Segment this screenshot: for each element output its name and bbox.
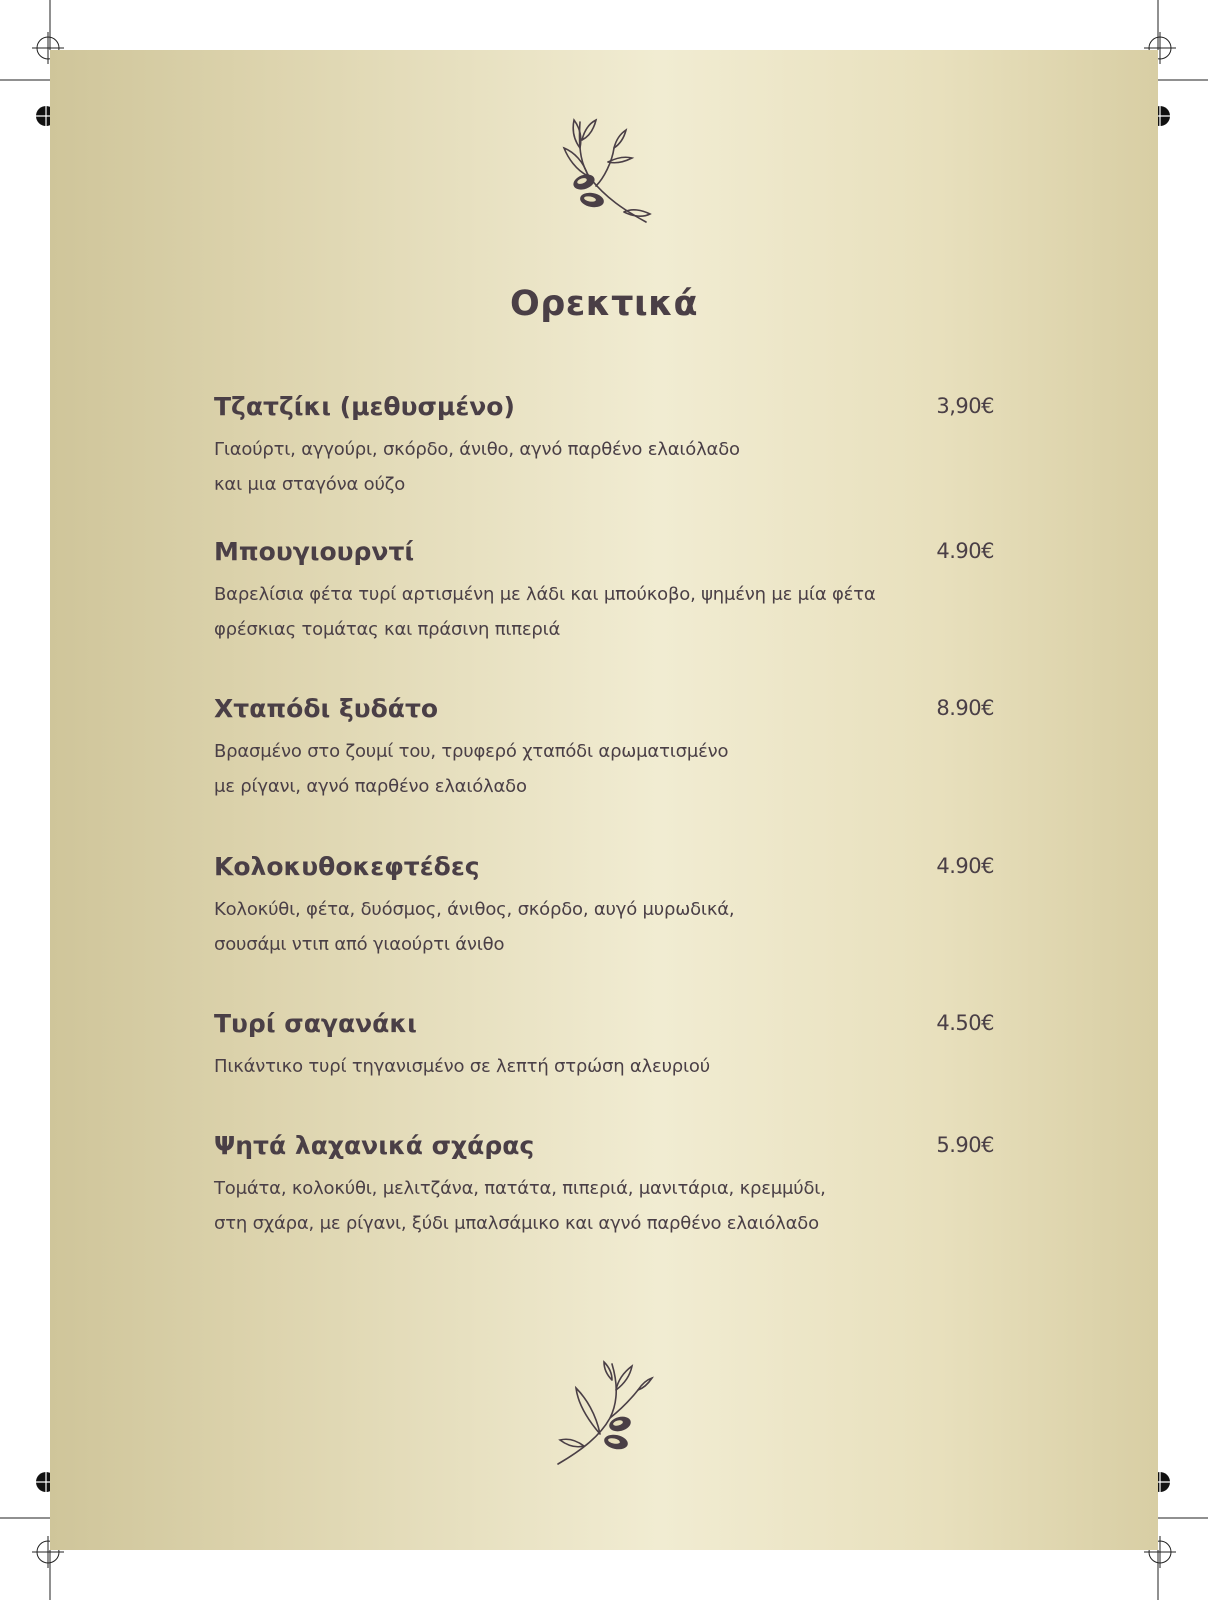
menu-item	[214, 537, 994, 647]
menu-item-price: 4.90€	[936, 539, 994, 563]
menu-item	[214, 392, 994, 502]
menu-item-name: Χταπόδι ξυδάτο	[214, 694, 439, 723]
menu-item-name: Τυρί σαγανάκι	[214, 1009, 417, 1038]
menu-item	[214, 1131, 994, 1241]
menu-item-price: 5.90€	[936, 1133, 994, 1157]
description-line: φρέσκιας τομάτας και πράσινη πιπεριά	[214, 619, 561, 640]
menu-item-description	[214, 577, 994, 647]
description-line: Γιαούρτι, αγγούρι, σκόρδο, άνιθο, αγνό παρθένο ελαιόλαδο	[214, 439, 740, 460]
description-line: με ρίγανι, αγνό παρθένο ελαιόλαδο	[214, 776, 527, 797]
description-line: Βαρελίσια φέτα τυρί αρτισμένη με λάδι και μπούκοβο, ψημένη με μία φέτα	[214, 584, 876, 605]
menu-item-name: Μπουγιουρντί	[214, 537, 415, 566]
menu-item	[214, 852, 994, 962]
menu-item-description	[214, 734, 994, 804]
description-line: στη σχάρα, με ρίγανι, ξύδι μπαλσάμικο και αγνό παρθένο ελαιόλαδο	[214, 1213, 819, 1234]
olive-branch-icon	[554, 1360, 654, 1470]
description-line: Κολοκύθι, φέτα, δυόσμος, άνιθος, σκόρδο, αυγό μυρωδικά,	[214, 899, 735, 920]
menu-item-price: 4.90€	[936, 854, 994, 878]
menu-item-price: 3,90€	[936, 394, 994, 418]
menu-item-description	[214, 432, 994, 502]
menu-item-description	[214, 1049, 994, 1084]
menu-section-title: Ορεκτικά	[509, 284, 699, 324]
menu-item	[214, 694, 994, 804]
description-line: και μια σταγόνα ούζο	[214, 474, 406, 495]
menu-item-description	[214, 1171, 994, 1241]
menu-item-price: 8.90€	[936, 696, 994, 720]
menu-item-name: Κολοκυθοκεφτέδες	[214, 852, 480, 881]
description-line: Βρασμένο στο ζουμί του, τρυφερό χταπόδι αρωματισμένο	[214, 741, 729, 762]
description-line: σουσάμι ντιπ από γιαούρτι άνιθο	[214, 934, 505, 955]
menu-item-name: Ψητά λαχανικά σχάρας	[214, 1131, 535, 1160]
menu-item-price: 4.50€	[936, 1011, 994, 1035]
menu-item-description	[214, 892, 994, 962]
menu-item-name: Τζατζίκι (μεθυσμένο)	[214, 392, 515, 421]
description-line: Τομάτα, κολοκύθι, μελιτζάνα, πατάτα, πιπεριά, μανιτάρια, κρεμμύδι,	[214, 1178, 826, 1199]
description-line: Πικάντικο τυρί τηγανισμένο σε λεπτή στρώση αλευριού	[214, 1056, 710, 1077]
menu-item	[214, 1009, 994, 1084]
olive-branch-icon	[554, 118, 654, 228]
